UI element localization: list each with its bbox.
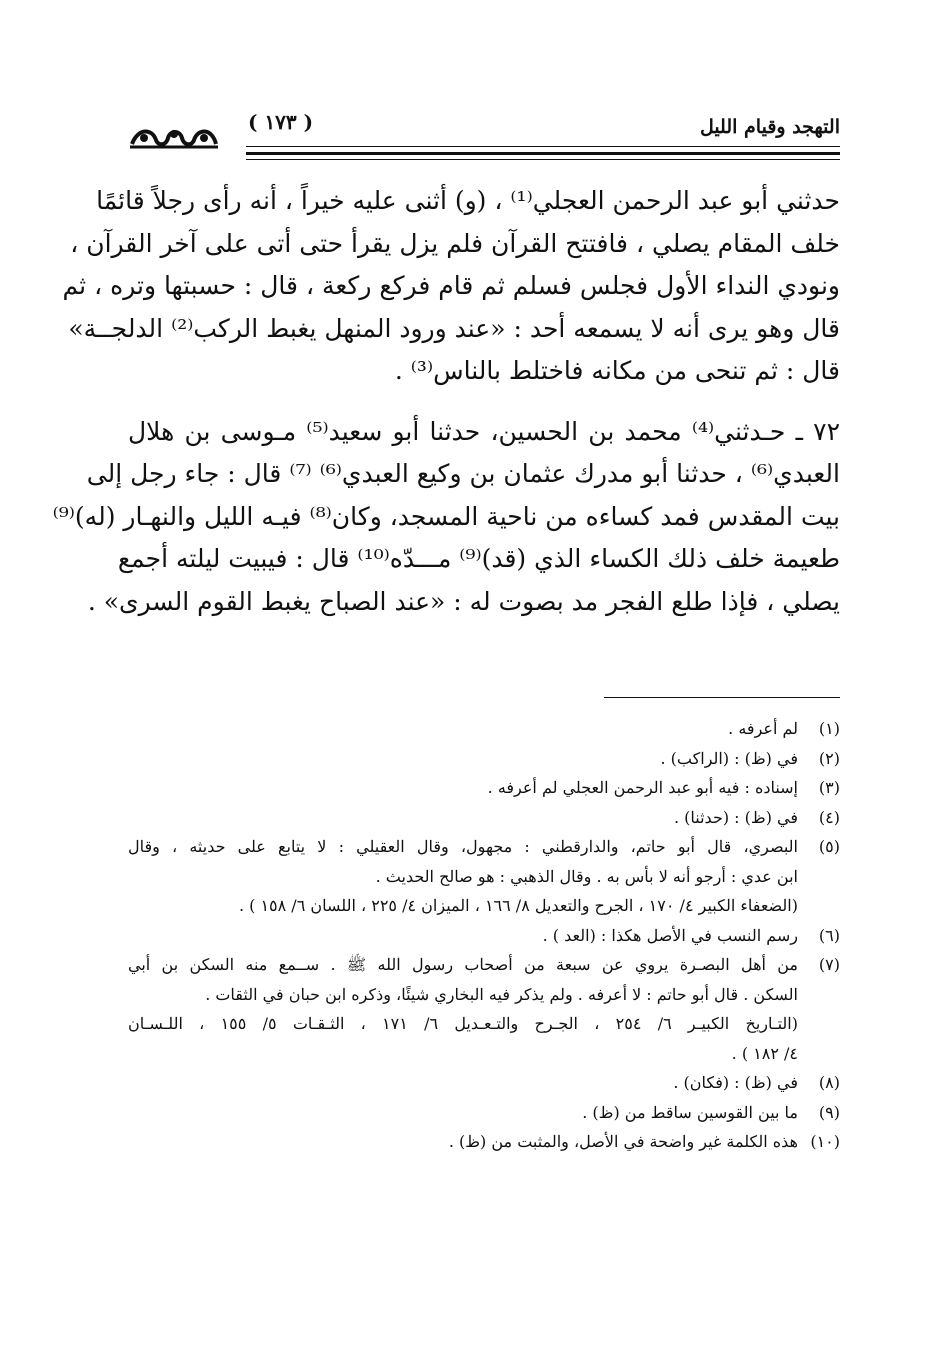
footnote-text: في (ظ) : (الراكب) . <box>660 748 798 768</box>
footnote-text: رسم النسب في الأصل هكذا : (العد ) . <box>542 925 798 945</box>
footnote-number: (٨) <box>818 1073 840 1092</box>
footnote-number: (٧) <box>818 955 840 974</box>
main-text <box>52 180 840 623</box>
text-line: حدثني أبو عبد الرحمن العجلي⁽¹⁾ ، (و) أثنى عليه خيراً ، أنه رأى رجلاً قائمًا <box>96 186 840 215</box>
footnote-text: ٤/ ١٨٢ ) . <box>731 1043 798 1063</box>
footnote <box>128 1068 840 1098</box>
footnote-number: (٣) <box>818 778 840 797</box>
footnote-text: (الضعفاء الكبير ٤/ ١٧٠ ، الجرح والتعديل ٨/ ١٦٦ ، الميزان ٤/ ٢٢٥ ، اللسان ٦/ ١٥٨ ) . <box>238 896 798 915</box>
footnote-number: (٥) <box>818 837 840 856</box>
footnote-number: (٢) <box>818 748 840 768</box>
footnote <box>128 1098 840 1128</box>
text-line: قال وهو يرى أنه لا يسمعه أحد : «عند ورود المنهل يغبط الركب⁽²⁾ الدلجــة» <box>68 313 840 343</box>
text-line: بيت المقدس فمد كساءه من ناحية المسجد، وكان⁽⁸⁾ فيـه الليل والنهـار (له)⁽⁹⁾ <box>52 501 840 531</box>
running-title: التهجد وقيام الليل <box>699 116 840 138</box>
footnote-text: في (ظ) : (حدثنا) . <box>673 807 798 827</box>
footnote <box>128 714 840 744</box>
footnote-text: هذه الكلمة غير واضحة في الأصل، والمثبت من (ظ) . <box>448 1132 798 1151</box>
ornament-icon <box>128 122 220 152</box>
text-line: ٧٢ ـ حـدثني⁽⁴⁾ محمد بن الحسين، حدثنا أبو سعيد⁽⁵⁾ مـوسى بن هلال <box>128 416 840 446</box>
footnote <box>128 1127 840 1157</box>
footnote-text: البصري، قال أبو حاتم، والدارقطني : مجهول، وقال العقيلي : لا يتابع على حديثه ، وقال <box>128 837 799 856</box>
footnote <box>128 921 840 951</box>
footnote-number: (١) <box>818 719 840 738</box>
footnote-text: السكن . قال أبو حاتم : لا أعرفه . ولم يذكر فيه البخاري شيئًا، وذكره ابن حبان في الثقات . <box>205 984 798 1004</box>
footnote-number: (٤) <box>818 807 840 827</box>
header-rule <box>246 146 840 160</box>
paragraph-2 <box>52 411 840 624</box>
footnote <box>128 744 840 774</box>
page-number: ( ١٧٣ ) <box>248 110 314 134</box>
footnotes <box>128 714 840 1157</box>
text-line: ونودي النداء الأول فجلس فسلم ثم قام فركع ركعة ، قال : حسبتها وتره ، ثم <box>62 271 840 300</box>
footnote-text: لم أعرفه . <box>728 719 798 738</box>
footnote-number: (٦) <box>818 925 840 945</box>
text-line: العبدي⁽⁶⁾ ، حدثنا أبو مدرك عثمان بن وكيع العبدي⁽⁶⁾ ⁽⁷⁾ قال : جاء رجل إلى <box>86 459 840 488</box>
footnote-number: (٩) <box>818 1102 840 1122</box>
text-line: طعيمة خلف ذلك الكساء الذي (قد)⁽⁹⁾ مـــدّه⁽¹⁰⁾ قال : فيبيت ليلته أجمع <box>117 544 840 573</box>
page-header <box>128 108 840 160</box>
footnote <box>128 832 840 921</box>
footnote-text: (التـاريخ الكبيـر ٦/ ٢٥٤ ، الجـرح والتـعـديل ٦/ ١٧١ ، الثـقـات ٥/ ١٥٥ ، اللـسـان <box>128 1014 798 1033</box>
footnote-text: ابن عدي : أرجو أنه لا بأس به . وقال الذهبي : هو صالح الحديث . <box>375 866 798 886</box>
paragraph-1 <box>62 180 840 393</box>
text-line: يصلي ، فإذا طلع الفجر مد بصوت له : «عند الصباح يغبط القوم السرى» . <box>87 586 840 616</box>
footnote-text: إسناده : فيه أبو عبد الرحمن العجلي لم أعرفه . <box>487 778 798 797</box>
footnote <box>128 950 840 1068</box>
text-line: خلف المقام يصلي ، فافتتح القرآن فلم يزل يقرأ حتى أتى على آخر القرآن ، <box>70 228 840 258</box>
footnote-text: في (ظ) : (فكان) . <box>673 1073 798 1092</box>
footnote <box>128 773 840 803</box>
footnote-number: (١٠) <box>810 1132 840 1151</box>
footnote <box>128 803 840 833</box>
text-line: قال : ثم تنحى من مكانه فاختلط بالناس⁽³⁾ . <box>394 356 840 385</box>
footnote-text: ما بين القوسين ساقط من (ظ) . <box>582 1102 798 1122</box>
footnote-text: من أهل البصـرة يروي عن سبعة من أصحاب رسول الله ﷺ . ســمع منه السكن بن أبي <box>128 955 798 974</box>
footnote-separator <box>604 697 840 698</box>
